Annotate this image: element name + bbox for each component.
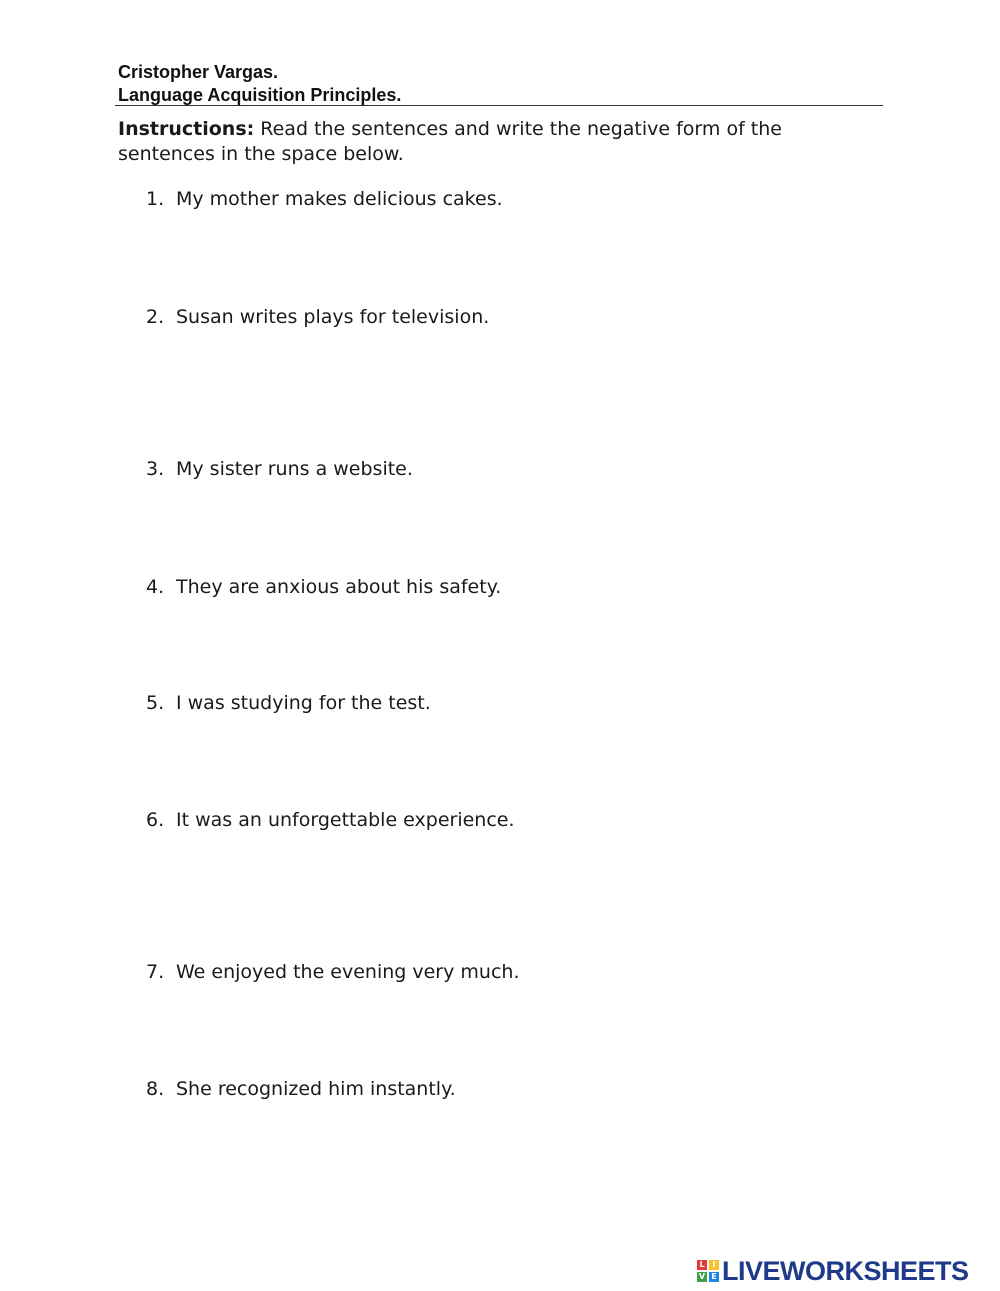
course-title: Language Acquisition Principles.: [118, 85, 402, 105]
item-number: 1.: [146, 188, 165, 210]
list-item: [146, 575, 501, 599]
item-number: 7.: [146, 961, 165, 983]
instructions-text: Read the sentences and write the negative form of the sentences in the space below.: [118, 118, 782, 165]
student-name: Cristopher Vargas.: [118, 62, 279, 82]
logo-text: LIVEWORKSHEETS: [722, 1255, 969, 1286]
item-sentence: They are anxious about his safety.: [176, 576, 502, 598]
header-divider: [115, 105, 883, 106]
list-item: [146, 187, 503, 211]
list-item: [146, 457, 413, 481]
list-item: [146, 691, 431, 715]
list-item: [146, 808, 515, 832]
liveworksheets-logo: [697, 1256, 969, 1286]
item-number: 3.: [146, 458, 165, 480]
item-sentence: It was an unforgettable experience.: [176, 809, 515, 831]
logo-tile: L: [697, 1260, 707, 1270]
item-number: 5.: [146, 692, 165, 714]
logo-mark-icon: [697, 1260, 719, 1282]
item-number: 6.: [146, 809, 165, 831]
logo-tile: V: [698, 1272, 706, 1281]
worksheet-header: [118, 61, 401, 107]
item-sentence: She recognized him instantly.: [176, 1078, 456, 1100]
item-number: 4.: [146, 576, 165, 598]
list-item: [146, 1077, 456, 1101]
item-number: 8.: [146, 1078, 165, 1100]
logo-tile: E: [709, 1272, 719, 1282]
item-sentence: We enjoyed the evening very much.: [176, 961, 520, 983]
item-sentence: Susan writes plays for television.: [176, 306, 490, 328]
instructions-lead: Instructions:: [118, 118, 255, 140]
item-sentence: My mother makes delicious cakes.: [176, 188, 503, 210]
item-sentence: My sister runs a website.: [176, 458, 413, 480]
item-sentence: I was studying for the test.: [176, 692, 431, 714]
instructions: [118, 117, 858, 167]
list-item: [146, 305, 489, 329]
list-item: [146, 960, 519, 984]
item-number: 2.: [146, 306, 165, 328]
logo-tile: I: [709, 1260, 719, 1270]
